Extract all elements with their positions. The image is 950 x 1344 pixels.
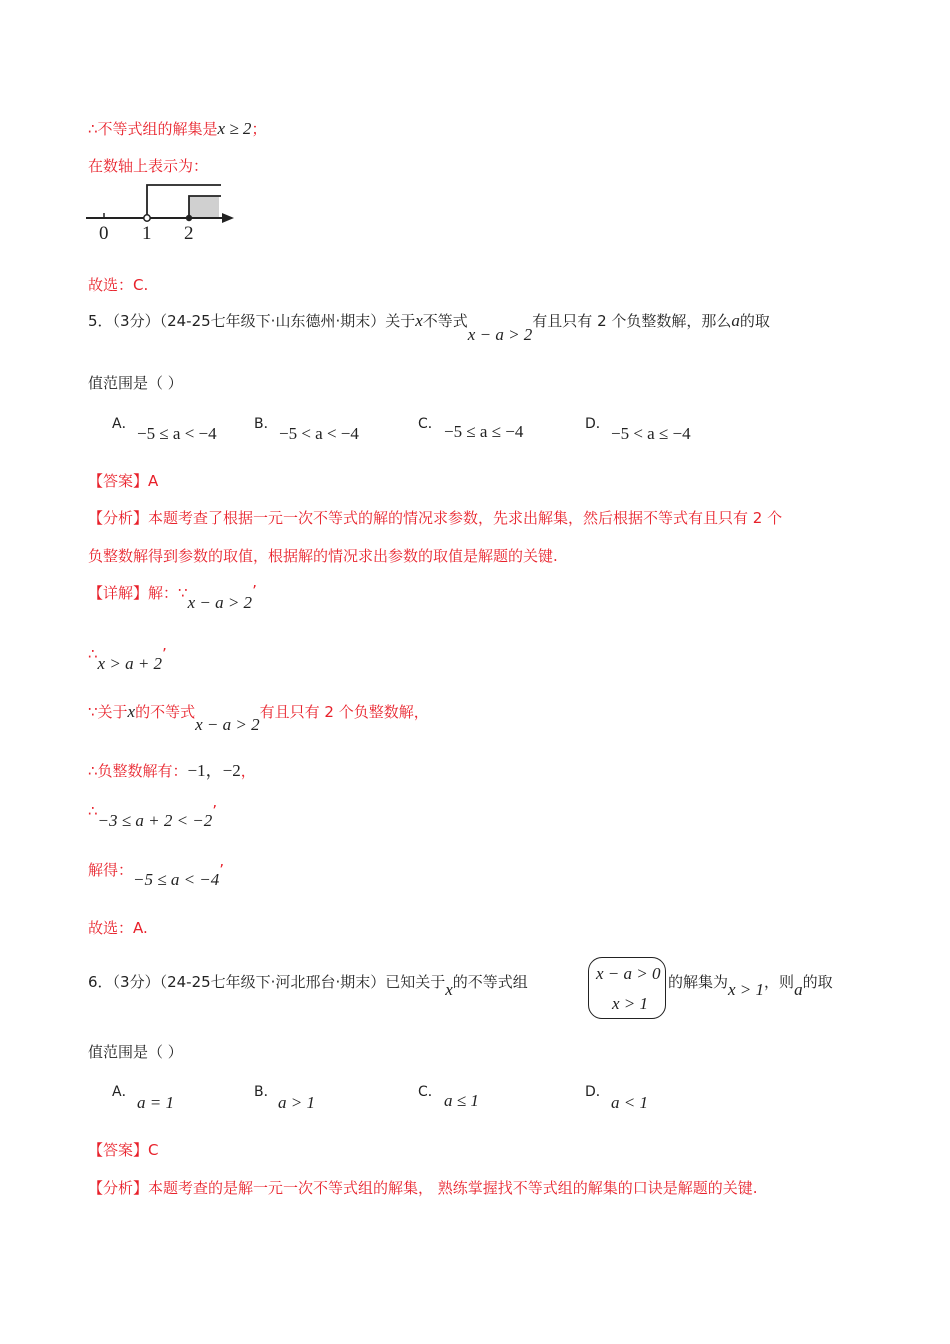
number-line-figure bbox=[86, 178, 246, 248]
q6-answer: 【答案】C bbox=[88, 1141, 159, 1159]
axis-arrow bbox=[222, 213, 234, 223]
q5-step3: ∵关于x的不等式x − a > 2有且只有 2 个负整数解， bbox=[88, 702, 429, 734]
system-line-2: x > 1 bbox=[612, 994, 649, 1013]
q5-answer: 【答案】A bbox=[88, 472, 159, 490]
q5-analysis-line2: 负整数解得到参数的取值，根据解的情况求出参数的取值是解题的关键. bbox=[88, 547, 558, 565]
axis-label-1: 1 bbox=[142, 223, 152, 244]
q5-choice: 故选：A. bbox=[88, 919, 148, 937]
solution-shading bbox=[189, 196, 219, 218]
closed-point-2 bbox=[186, 215, 192, 221]
q5-step6: 解得：−5 ≤ a < −4’ bbox=[88, 861, 225, 889]
q6-stem-left: 6．（3分）（24-25七年级下·河北邢台·期末）已知关于x的不等式组 bbox=[88, 973, 528, 999]
q5-step2: ∴x > a + 2’ bbox=[88, 645, 167, 673]
q5-detail-intro: 【详解】解：∵x − a > 2’ bbox=[88, 582, 257, 612]
q5-stem-line2: 值范围是（ ） bbox=[88, 374, 183, 392]
system-line-1: x − a > 0 bbox=[596, 964, 661, 983]
numberline-intro: 在数轴上表示为： bbox=[88, 157, 209, 175]
q5-step4: ∴负整数解有：−1，−2， bbox=[88, 761, 256, 780]
axis-label-0: 0 bbox=[99, 223, 109, 244]
axis-label-2: 2 bbox=[184, 223, 194, 244]
prev-choice: 故选：C. bbox=[88, 276, 149, 294]
q5-step5: ∴−3 ≤ a + 2 < −2’ bbox=[88, 802, 218, 830]
q6-analysis: 【分析】本题考查的是解一元一次不等式组的解集， 熟练掌握找不等式组的解集的口诀是解题的关键. bbox=[88, 1179, 758, 1197]
open-point-1 bbox=[144, 215, 150, 221]
q6-stem-line2: 值范围是（ ） bbox=[88, 1043, 183, 1061]
q5-stem: 5．（3分）（24-25七年级下·山东德州·期末）关于x不等式x − a > 2有且只有 2 个负整数解，那么a的取 bbox=[88, 311, 770, 344]
q5-analysis-line1: 【分析】本题考查了根据一元一次不等式的解的情况求参数，先求出解集，然后根据不等式有且只有 2 个 bbox=[88, 509, 783, 527]
prev-conclusion: ∴不等式组的解集是x ≥ 2； bbox=[88, 119, 267, 138]
q6-stem-right: 的解集为x > 1，则a的取 bbox=[668, 973, 833, 999]
